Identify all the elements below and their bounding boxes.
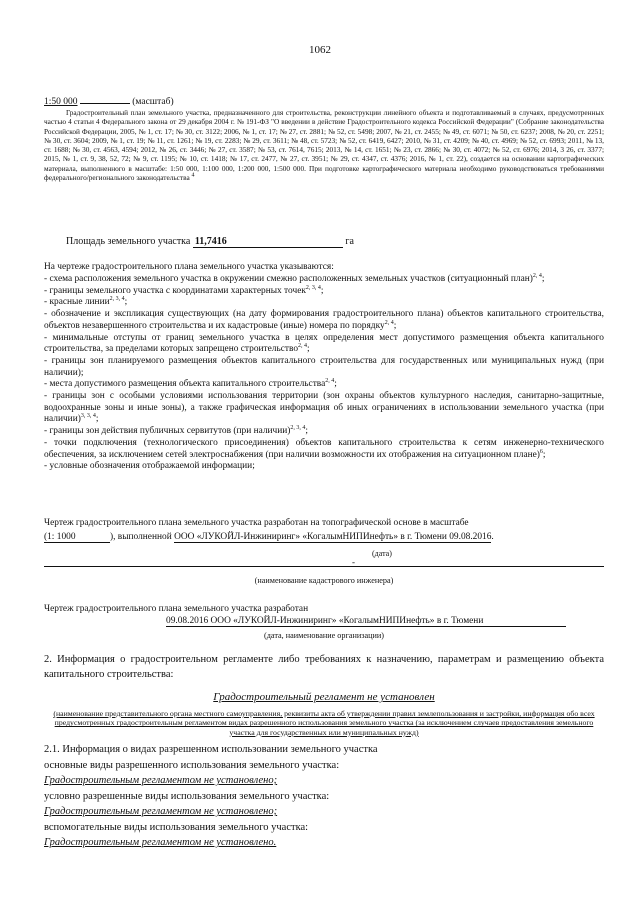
drawing-item: - границы зон планируемого размещения объектов капитального строительства для государственных или муниципальных нужд (при наличии); — [44, 355, 604, 378]
regulation-value: Градостроительный регламент не установлен — [213, 691, 435, 703]
developed-caption: (дата, наименование организации) — [264, 631, 384, 640]
scale-row — [44, 97, 604, 107]
main-uses-label: основные виды разрешенного использования земельного участка: — [44, 760, 340, 771]
auxiliary-uses-label: вспомогательные виды использования земельного участка: — [44, 822, 309, 833]
drawing-item: - границы земельного участка с координатами характерных точек$^{2, 3, 4}$; — [44, 284, 324, 296]
developed-line2: 09.08.2016 ООО «ЛУКОЙЛ-Инжиниринг» «КогалымНИПИнефть» в г. Тюмени — [166, 616, 596, 627]
scale-label: (масштаб) — [132, 97, 174, 107]
engineer-line — [44, 566, 604, 567]
drawing-item: - схема расположения земельного участка в окружении смежно расположенных земельных участков (ситуационный план)$^{2, 4}$; — [44, 272, 545, 284]
area-label: Площадь земельного участка — [66, 236, 191, 247]
drawing-item: - условные обозначения отображаемой информации; — [44, 461, 255, 472]
topo-line2: (1: 1000 ), выполненной ООО «ЛУКОЙЛ-Инжиниринг» «КогалымНИПИнефть» в г. Тюмени 09.08.2016. — [44, 532, 494, 542]
drawing-item: - точки подключения (технологического присоединения) объектов капитального строительства к сетям инженерно-технического обеспечения, за исключением сетей электроснабжения (при наличии возможности их отображения на ситуационном плане)$^6$; — [44, 437, 604, 460]
regulation-caption: (наименование представительного органа местного самоуправления, реквизиты акта об утверждении правил землепользования и застройки, информация обо всех предусмотренных градостроительным регламентом видах разрешенного использования земельного участка (за исключением случаев предоставления земельного участка для государственных или муниципальных нужд) — [53, 709, 595, 737]
topo-executed: ), выполненной — [110, 532, 172, 542]
drawing-item: - обозначение и экспликация существующих (на дату формирования градостроительного плана) объектов капитального строительства, объектов незавершенного строительства и их кадастровые (иные) номера по порядку$^{2, 4}$; — [44, 309, 604, 331]
drawing-item: - границы зон с особыми условиями использования территории (зон охраны объектов культурного наследия, санитарно-защитные, водоохранные зоны и иные зоны), а также графическая информация об иных ограничениях в использовании земельного участка (при наличии)$^{3, 3, 4}$; — [44, 391, 604, 425]
topo-scale: (1: 1000 — [44, 532, 110, 543]
page-number: 1062 — [309, 44, 331, 56]
drawing-item: - красные линии$^{2, 3, 4}$; — [44, 296, 128, 308]
drawing-items-list — [44, 274, 604, 473]
auxiliary-uses-value: Градостроительным регламентом не установлено. — [44, 837, 277, 848]
conditional-uses-value: Градостроительным регламентом не установлено; — [44, 806, 278, 817]
engineer-caption: (наименование кадастрового инженера) — [254, 576, 394, 585]
conditional-uses-label: условно разрешенные виды использования земельного участка: — [44, 791, 330, 802]
topo-org: ООО «ЛУКОЙЛ-Инжиниринг» «КогалымНИПИнефть» в г. Тюмени 09.08.2016 — [174, 532, 492, 542]
land-area — [66, 236, 354, 248]
topo-line1: Чертеж градостроительного плана земельного участка разработан на топографической основе в масштабе — [44, 518, 469, 528]
dash-mark: - — [352, 557, 355, 567]
scale-value: 1:50 000 — [44, 97, 78, 107]
area-value: 11,7416 — [193, 236, 343, 248]
section-2-heading: 2. Информация о градостроительном регламенте либо требованиях к назначению, параметрам и размещению объекта капитального строительства: — [44, 654, 604, 680]
date-caption: (дата) — [372, 549, 392, 558]
drawing-item: - минимальные отступы от границ земельного участка в целях определения мест допустимого размещения объекта капитального строительства, за пределами которых запрещено строительство$^{2, 4}$; — [44, 332, 604, 355]
developed-line1: Чертеж градостроительного плана земельного участка разработан — [44, 604, 309, 614]
drawing-item: - границы зон действия публичных сервитутов (при наличии)$^{2, 3, 4}$; — [44, 425, 309, 437]
drawing-item: - места допустимого размещения объекта капитального строительства$^{2, 4}$; — [44, 378, 337, 390]
legal-paragraph: Градостроительный план земельного участка, предназначенного для строительства, реконструкции линейного объекта и подготавливаемый в случаях, предусмотренных частью 4 статьи 4 Федерального закона от 29 декабря 2004 г. № 191-ФЗ "О введении в действие Градостроительного кодекса Российской Федерации" (Собрание законодательства Российской Федерации, 2005, № 1, ст. 17; № 30, ст. 3122; 2006, № 1, ст. 17; № 27, ст. 2881; № 52, ст. 5498; 2007, № 21, ст. 2455; № 49, ст. 6071; № 50, ст. 6237; 2008, № 20, ст. 2251; № 30, ст. 3604; 2009, № 1, ст. 19; № 11, ст. 1261; № 19, ст. 2283; № 29, ст. 3611; № 48, ст. 5723; № 52, ст. 6419, 6427; 2010, № 31, ст. 4209; № 40, ст. 4969; № 52, ст. 6993; 2011, № 13, ст. 1688; № 30, ст. 4563, 4594; 2012, № 26, ст. 3446; № 27, ст. 3587; № 53, ст. 7614, 7615; 2013, № 14, ст. 1651; № 23, ст. 2866; № 30, ст. 4072; № 52, ст. 6976; 2014, 3 26, ст. 3377; 2015, № 1, ст. 9, 38, 52, 72; № 9, ст. 1195; № 10, ст. 1418; № 17, ст. 2477, № 27, ст. 3951; № 29, ст. 4347, ст. 4376; 2016, № 1, ст. 22), создается на основании картографических материала, выполненного в масштабе: 1:50 000, 1:100 000, 1:200 000, 1:500 000. При подготовке картографического материала необходимо руководствоваться требованиями федерального/регионального законодательства $^4$ — [44, 108, 604, 183]
area-unit: га — [345, 236, 354, 247]
main-uses-value: Градостроительным регламентом не установлено; — [44, 775, 278, 786]
section-2-1-heading: 2.1. Информация о видах разрешенном использовании земельного участка — [44, 744, 378, 755]
drawing-intro: На чертеже градостроительного плана земельного участка указываются: — [44, 262, 334, 272]
